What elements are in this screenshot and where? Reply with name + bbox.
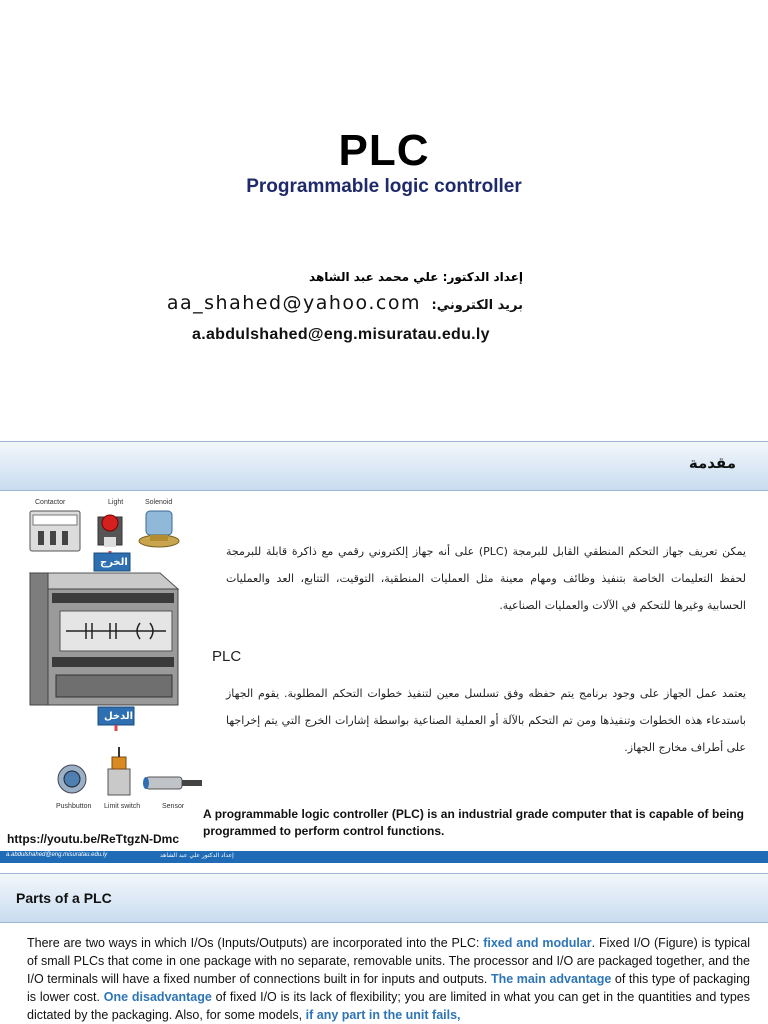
diagram-label-sensor: Sensor (162, 803, 185, 810)
light-icon (98, 515, 122, 547)
parts-text-4: of fixed I/O is its lack of flexibility; you are limited in what you can get in the quantities and types dictated by the packaging. Also, for some models, (27, 990, 750, 1022)
sensor-icon (143, 777, 202, 789)
author-name: إعداد الدكتور: علي محمد عبد الشاهد (309, 270, 523, 284)
email-secondary[interactable]: a.abdulshahed@eng.misuratau.edu.ly (192, 326, 490, 343)
diagram-label-pushbutton: Pushbutton (56, 803, 92, 810)
email-row (167, 292, 523, 314)
page-title: PLC (338, 126, 430, 175)
page-subtitle: Programmable logic controller (246, 176, 522, 197)
parts-paragraph (27, 934, 750, 1024)
parts-header-title: Parts of a PLC (16, 890, 112, 906)
plc-diagram (0, 493, 205, 823)
plc-definition: A programmable logic controller (PLC) is an industrial grade computer that is capable of being programmed to perform control functions. (203, 807, 744, 838)
parts-text-1: There are two ways in which I/Os (Inputs/Outputs) are incorporated into the PLC: (27, 936, 484, 950)
limit-switch-icon (108, 747, 130, 795)
parts-highlight-fixed-modular: fixed and modular (483, 936, 592, 950)
solenoid-icon (139, 511, 179, 547)
pushbutton-icon (58, 765, 86, 793)
plc-unit-icon (30, 573, 178, 705)
diagram-label-input: الدخل (104, 711, 134, 722)
contactor-icon (30, 511, 80, 551)
intro-header (0, 441, 768, 491)
intro-paragraph-2: يعتمد عمل الجهاز على وجود برنامج يتم حفظه وفق تسلسل معين لتنفيذ خطوات التحكم المطلوبة. يقوم الجهاز باستدعاء هذه الخطوات وتنفيذها ومن تم التحكم بالآلة أو العملية الصناعية بواسطة إشارات الخرج التي يتم إخراجها على أطراف مخارج الجهاز. (226, 687, 746, 754)
footer-email: a.abdulshahed@eng.misuratau.edu.ly (6, 852, 108, 858)
parts-highlight-main-advantage: The main advantage (490, 972, 612, 986)
video-link[interactable]: https://youtu.be/ReTtgzN-Dmc (7, 832, 179, 846)
parts-text-3: of this type of packaging is lower cost. (27, 972, 750, 1004)
diagram-label-light: Light (108, 499, 124, 506)
diagram-label-contactor: Contactor (35, 499, 66, 506)
parts-text-2: . Fixed I/O (Figure) is typical of small PLCs that come in one package with no separate, removable units. The processor and I/O are packaged together, and the I/O terminals will have a fixed number of connections built in for inputs and outputs. (27, 936, 750, 986)
parts-highlight-disadvantage: One disadvantage (103, 990, 212, 1004)
diagram-label-solenoid: Solenoid (145, 499, 173, 506)
parts-header (0, 873, 768, 923)
intro-header-title: مقدمة (688, 454, 736, 472)
email-label: بريد الكتروني: (431, 298, 523, 313)
intro-paragraph-1: يمكن تعريف جهاز التحكم المنطقي القابل للبرمجة (PLC) على أنه جهاز إلكتروني رقمي مع ذاكرة قابلة للبرمجة لحفظ التعليمات الخاصة بتنفيذ وظائف ومهام معينة مثل العمليات المنطقية، التوقيت، التتابع، العد والعمليات الحسابية وغيرها للتحكم في الآلات والعمليات الصناعية. (226, 545, 746, 612)
diagram-label-limit-switch: Limit switch (104, 803, 141, 810)
plc-side-label: PLC (212, 648, 242, 665)
slide-footer (0, 851, 768, 863)
diagram-label-output: الخرج (100, 557, 128, 568)
footer-author: إعداد الدكتور علي عبد الشاهد (160, 852, 234, 859)
parts-highlight-unit-fails: if any part in the unit fails, (305, 1008, 461, 1022)
email-primary[interactable]: aa_shahed@yahoo.com (166, 292, 421, 314)
